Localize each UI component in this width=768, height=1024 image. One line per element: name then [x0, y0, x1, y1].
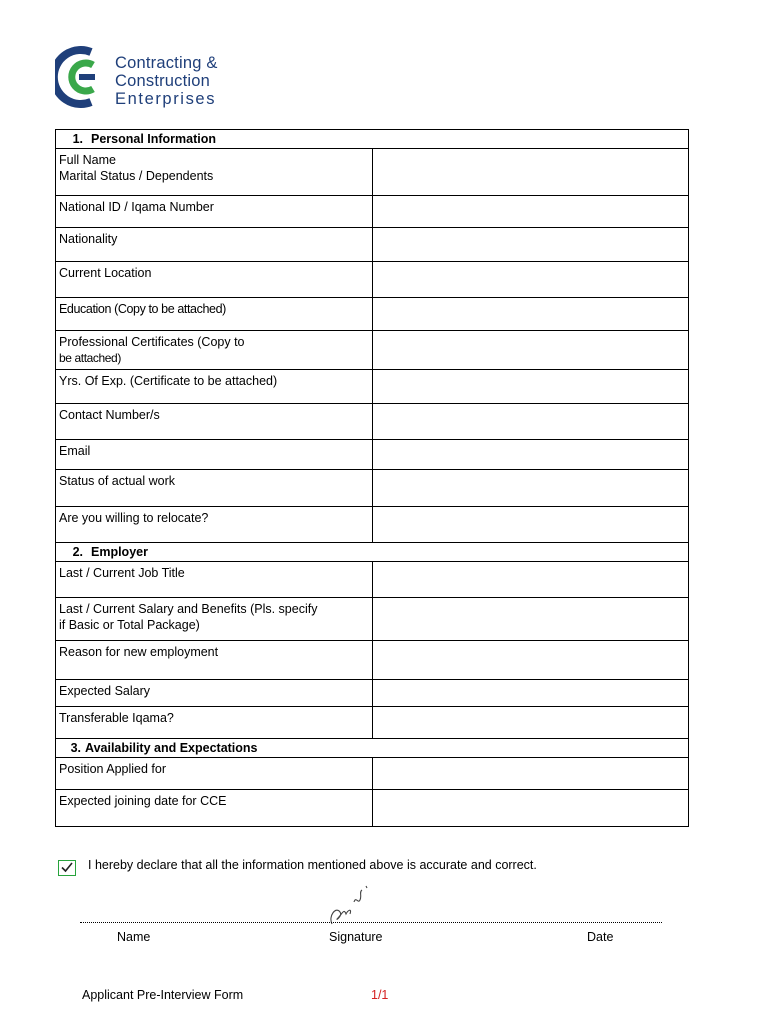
footer-form-title: Applicant Pre-Interview Form	[82, 988, 244, 1002]
section-number: 1.	[72, 132, 83, 146]
field-row-nationality	[56, 228, 689, 262]
date-label: Date	[587, 930, 614, 944]
field-label-line2: if Basic or Total Package)	[59, 618, 200, 632]
field-row-reason-for-new-employment	[56, 641, 689, 680]
willing-to-relocate-answer-field[interactable]	[372, 507, 689, 543]
field-label: Contact Number/s	[56, 404, 373, 440]
field-row-national-id	[56, 196, 689, 228]
field-row-email	[56, 440, 689, 470]
section-title: Employer	[91, 545, 148, 559]
handwritten-signature	[322, 878, 382, 928]
field-row-willing-to-relocate	[56, 507, 689, 543]
field-row-current-location	[56, 262, 689, 298]
contact-number-answer-field[interactable]	[372, 404, 689, 440]
section-number: 2.	[72, 545, 83, 559]
field-label-line1: Last / Current Salary and Benefits (Pls. specify	[59, 602, 318, 616]
field-row-status-of-actual-work	[56, 470, 689, 507]
national-id-answer-field[interactable]	[372, 196, 689, 228]
field-label: Status of actual work	[56, 470, 373, 507]
field-label: Are you willing to relocate?	[56, 507, 373, 543]
full-name-answer-field[interactable]	[372, 149, 689, 196]
field-label: Expected joining date for CCE	[56, 790, 373, 827]
field-label: Current Location	[56, 262, 373, 298]
field-row-job-title	[56, 562, 689, 598]
section-number: 3.	[70, 741, 81, 755]
field-row-contact-number	[56, 404, 689, 440]
field-label-line2: Marital Status / Dependents	[59, 169, 214, 183]
field-label-line2: be attached)	[59, 351, 121, 365]
field-row-education	[56, 298, 689, 331]
salary-and-benefits-answer-field[interactable]	[372, 598, 689, 641]
section-title: Availability and Expectations	[85, 741, 258, 755]
checkmark-icon	[60, 861, 74, 874]
reason-for-new-employment-answer-field[interactable]	[372, 641, 689, 680]
signature-dotted-line	[80, 922, 662, 923]
page-indicator: 1/1	[371, 988, 389, 1002]
field-label	[56, 331, 373, 370]
field-row-full-name	[56, 149, 689, 196]
field-row-expected-joining-date	[56, 790, 689, 827]
cce-logo-icon	[55, 46, 107, 108]
field-row-salary-and-benefits	[56, 598, 689, 641]
nationality-answer-field[interactable]	[372, 228, 689, 262]
education-answer-field[interactable]	[372, 298, 689, 331]
field-label-line1: Professional Certificates (Copy to	[59, 335, 245, 349]
field-label: Yrs. Of Exp. (Certificate to be attached)	[56, 370, 373, 404]
field-row-transferable-iqama	[56, 707, 689, 739]
field-label: Education (Copy to be attached)	[56, 298, 373, 331]
company-name-line3: Enterprises	[115, 90, 217, 108]
section-title: Personal Information	[91, 132, 217, 146]
expected-joining-date-answer-field[interactable]	[372, 790, 689, 827]
declaration-text: I hereby declare that all the information mentioned above is accurate and correct.	[88, 858, 537, 872]
field-row-years-of-experience	[56, 370, 689, 404]
field-label: Position Applied for	[56, 758, 373, 790]
section-header-availability	[56, 739, 689, 758]
declaration-checkbox[interactable]	[58, 860, 76, 876]
job-title-answer-field[interactable]	[372, 562, 689, 598]
field-label: Transferable Iqama?	[56, 707, 373, 739]
status-of-actual-work-answer-field[interactable]	[372, 470, 689, 507]
field-row-position-applied-for	[56, 758, 689, 790]
field-label: National ID / Iqama Number	[56, 196, 373, 228]
field-label: Expected Salary	[56, 680, 373, 707]
field-label: Email	[56, 440, 373, 470]
field-label: Reason for new employment	[56, 641, 373, 680]
transferable-iqama-answer-field[interactable]	[372, 707, 689, 739]
field-label: Last / Current Job Title	[56, 562, 373, 598]
field-label	[56, 149, 373, 196]
current-location-answer-field[interactable]	[372, 262, 689, 298]
company-name-line2: Construction	[115, 72, 211, 90]
field-label: Nationality	[56, 228, 373, 262]
section-header-employer	[56, 543, 689, 562]
name-label: Name	[117, 930, 151, 944]
section-header-personal-information	[56, 130, 689, 149]
signature-label: Signature	[329, 930, 383, 944]
expected-salary-answer-field[interactable]	[372, 680, 689, 707]
field-row-professional-certificates	[56, 331, 689, 370]
company-name	[115, 54, 218, 108]
field-row-expected-salary	[56, 680, 689, 707]
years-of-experience-answer-field[interactable]	[372, 370, 689, 404]
field-label	[56, 598, 373, 641]
email-answer-field[interactable]	[372, 440, 689, 470]
professional-certificates-answer-field[interactable]	[372, 331, 689, 370]
field-label-line1: Full Name	[59, 153, 116, 167]
company-name-line1: Contracting &	[115, 54, 218, 72]
pre-interview-form-table	[55, 129, 689, 827]
company-logo	[55, 44, 255, 114]
position-applied-for-answer-field[interactable]	[372, 758, 689, 790]
